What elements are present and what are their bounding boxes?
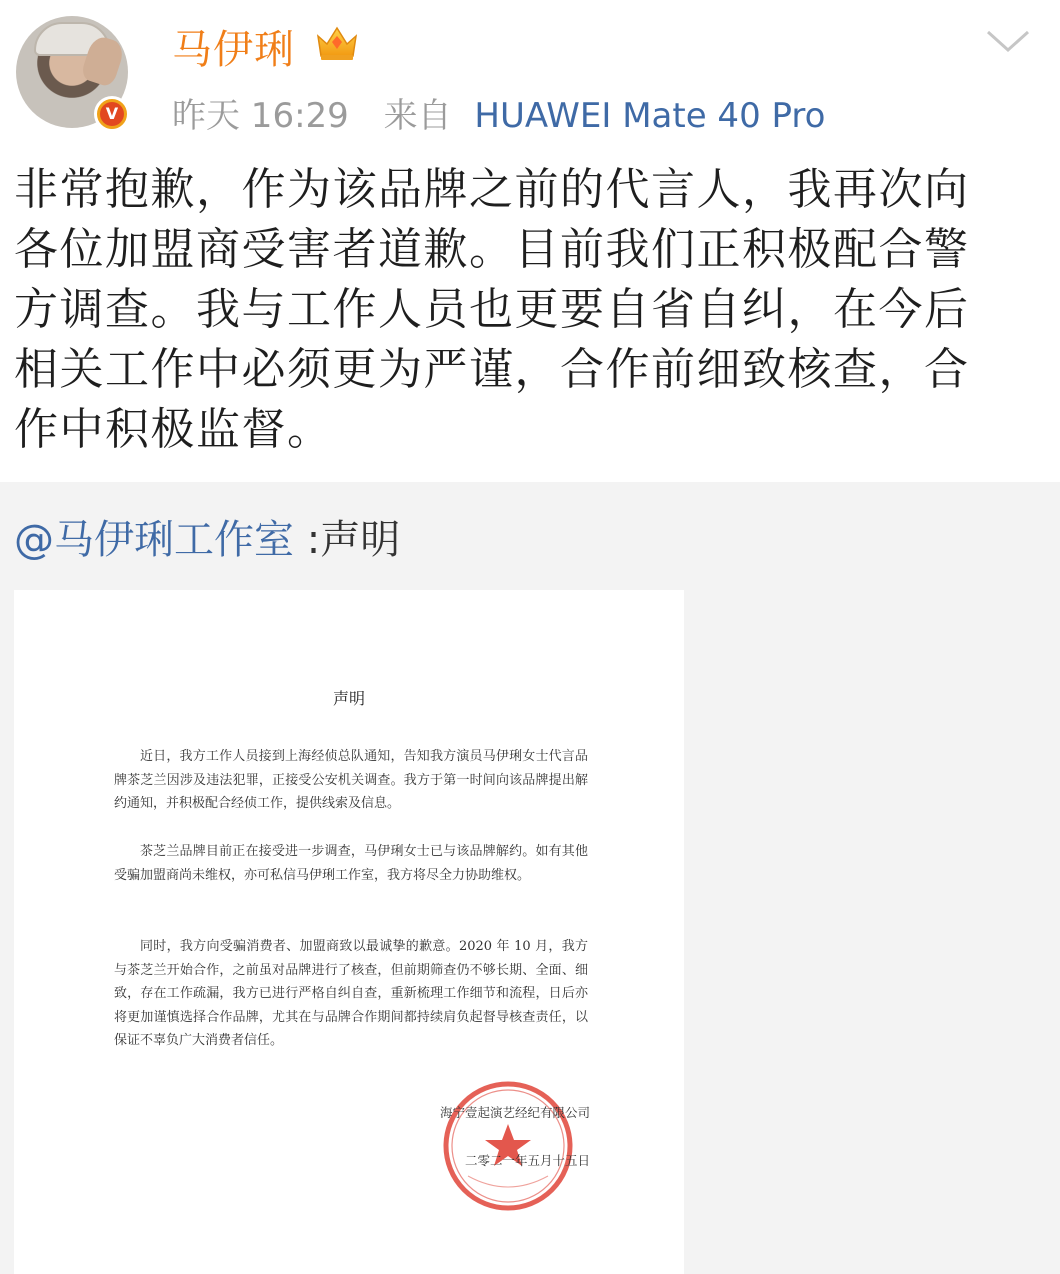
verified-badge-label: V bbox=[100, 102, 124, 126]
post-meta bbox=[172, 88, 825, 137]
post-time: 昨天 16:29 bbox=[172, 96, 349, 136]
statement-image[interactable] bbox=[14, 590, 684, 1274]
repost-title bbox=[14, 516, 400, 564]
company-seal bbox=[438, 1076, 578, 1216]
device-link[interactable]: HUAWEI Mate 40 Pro bbox=[474, 96, 826, 136]
username[interactable]: 马伊琍 bbox=[172, 27, 295, 73]
mention-link[interactable]: @马伊琍工作室 bbox=[14, 517, 294, 563]
verified-badge-icon bbox=[94, 96, 130, 132]
statement-paragraph-3: 同时，我方向受骗消费者、加盟商致以最诚挚的歉意。2020 年 10 月，我方与茶芝兰开始合作，之前虽对品牌进行了核查，但前期筛查仍不够长期、全面、细致，存在工作疏漏，我方已进行严格自纠自查，重新梳理工作细节和流程，日后亦将更加谨慎选择合作品牌，尤其在与品牌合作期间都持续肩负起督导核查责任，以保证不辜负广大消费者信任。 bbox=[114, 939, 588, 1048]
statement-company: 海宁壹起演艺经纪有限公司 bbox=[439, 1105, 590, 1120]
post-text: 非常抱歉，作为该品牌之前的代言人，我再次向各位加盟商受害者道歉。目前我们正积极配合警方调查。我与工作人员也更要自省自纠，在今后相关工作中必须更为严谨，合作前细致核查，合作中积极监督。 bbox=[14, 164, 970, 455]
source-prefix: 来自 bbox=[383, 96, 452, 136]
statement-paragraph-1: 近日，我方工作人员接到上海经侦总队通知，告知我方演员马伊琍女士代言品牌茶芝兰因涉及违法犯罪，正接受公安机关调查。我方于第一时间向该品牌提出解约通知，并积极配合经侦工作，提供线索及信息。 bbox=[114, 749, 588, 811]
chevron-down-icon[interactable] bbox=[984, 26, 1032, 56]
repost-suffix: :声明 bbox=[294, 517, 401, 563]
statement-title: 声明 bbox=[332, 689, 365, 708]
post-header bbox=[0, 0, 1060, 150]
statement-date: 二零二一年五月十五日 bbox=[464, 1153, 590, 1168]
crown-icon[interactable] bbox=[314, 22, 360, 62]
statement-paragraph-2: 茶芝兰品牌目前正在接受进一步调查，马伊琍女士已与该品牌解约。如有其他受骗加盟商尚未维权，亦可私信马伊琍工作室，我方将尽全力协助维权。 bbox=[114, 844, 588, 883]
repost-card[interactable] bbox=[0, 482, 1060, 1274]
